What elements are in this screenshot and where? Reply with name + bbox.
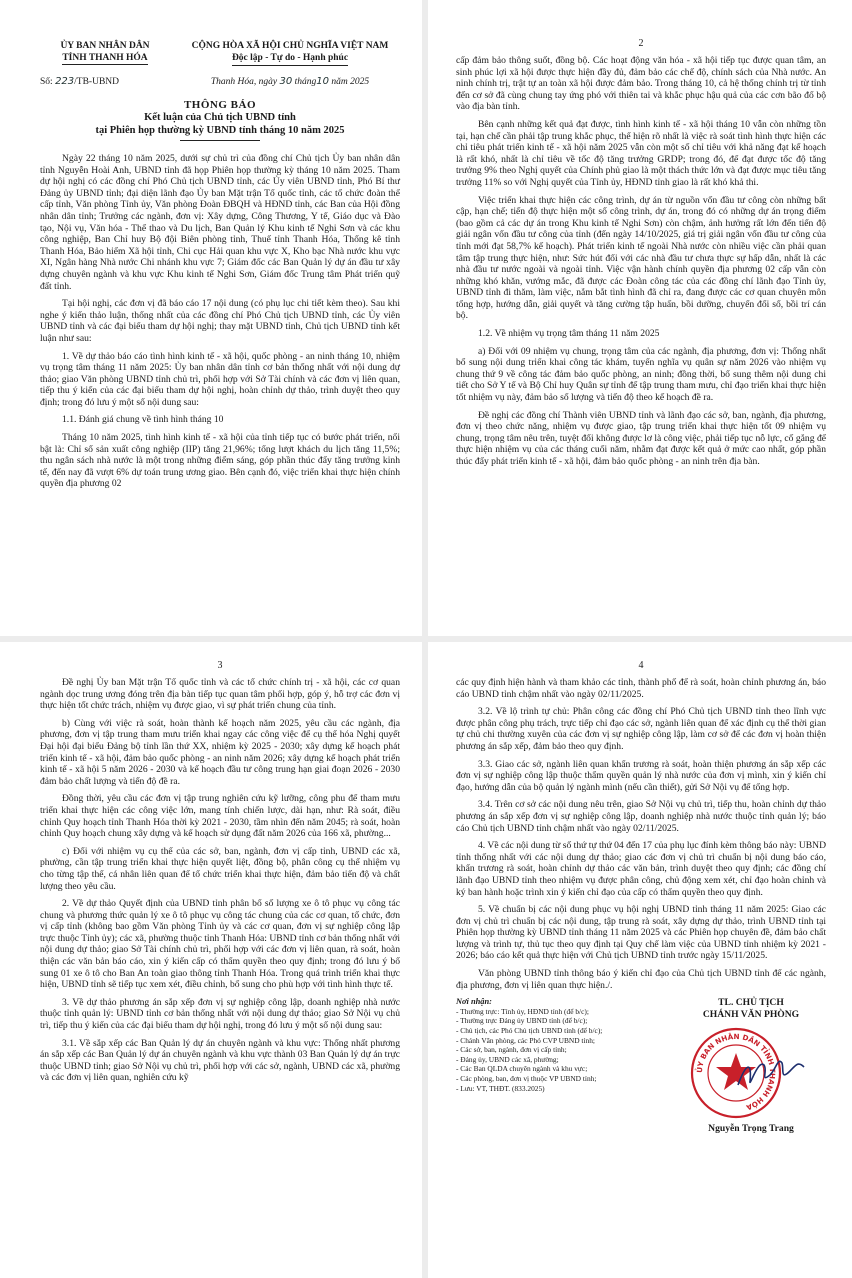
document-page-4 <box>428 642 852 1278</box>
paragraph: Đề nghị Ủy ban Mặt trận Tổ quốc tỉnh và các tổ chức chính trị - xã hội, các cơ quan ngành dọc trung ương đóng trên địa bàn tiếp tục quan tâm phối hợp, góp ý, hỗ trợ các đơn vị thực hiện tốt chức trách, nhiệm vụ được giao, vì sự phát triển chung của tỉnh. <box>40 677 400 712</box>
paragraph: 3.4. Trên cơ sở các nội dung nêu trên, giao Sở Nội vụ chủ trì, tiếp thu, hoàn chỉnh dự thảo phương án sắp xếp đơn vị sự nghiệp công lập, doanh nghiệp nhà nước thuộc tỉnh quản lý; báo cáo Chủ tịch UBND tỉnh chậm nhất vào ngày 02/11/2025. <box>456 799 826 834</box>
document-date <box>180 76 400 87</box>
section-heading: 1.2. Về nhiệm vụ trọng tâm tháng 11 năm 2025 <box>478 328 660 340</box>
recipient-item: - Các Ban QLDA chuyên ngành và khu vực; <box>456 1064 588 1074</box>
document-page-1 <box>0 0 422 636</box>
paragraph: 3.2. Về lộ trình tự chủ: Phân công các đồng chí Phó Chủ tịch UBND tỉnh theo lĩnh vực được phân công phụ trách, trực tiếp chỉ đạo các sở, ngành liên quan để xác định cụ thể thời gian tự chủ chi thường xuyên của các đơn vị sự nghiệp công lập, làm cơ sở để các đơn vị hoàn thiện phương án sắp xếp, đảm bảo theo quy định. <box>456 706 826 752</box>
paragraph: Ngày 22 tháng 10 năm 2025, dưới sự chủ trì của đồng chí Chủ tịch Ủy ban nhân dân tỉnh Nguyễn Hoài Anh, UBND tỉnh đã họp Phiên họp thường kỳ tháng 10 năm 2025. Tham dự hội nghị có các đồng chí Phó Chủ tịch UBND tỉnh, các Ủy viên UBND tỉnh, Phó Bí thư Đảng ủy UBND tỉnh; đại diện lãnh đạo Ủy ban Mặt trận Tổ quốc tỉnh, các tổ chức đoàn thể cấp tỉnh, Văn phòng Tỉnh ủy, Văn phòng Đoàn ĐBQH và HĐND tỉnh, các Ban của Hội đồng nhân dân tỉnh; Trưởng các ngành, đơn vị: Xây dựng, Công Thương, Y tế, Giáo dục và Đào tạo, Nội vụ, Văn hóa - Thể thao và Du lịch, Ban Quản lý Khu kinh tế Nghi Sơn và các khu công nghiệp, Ban Chỉ huy Bộ đội Biên phòng tỉnh, Thuế tỉnh Thanh Hóa, Thống kê tỉnh Thanh Hóa, Bảo hiểm Xã hội tỉnh, Chi cục Hải quan khu vực X, Kho bạc Nhà nước khu vực XI, Ngân hàng Nhà nước Chi nhánh khu vực 7; Giám đốc các Ban Quản lý dự án đầu tư xây dựng chuyên ngành và khu vực Khu kinh tế Nghi Sơn, Giám đốc Trung tâm Phát triển quỹ đất tỉnh. <box>40 153 400 292</box>
recipient-item: - Thường trực: Tỉnh ủy, HĐND tỉnh (để b/c); <box>456 1006 589 1016</box>
page-number: 2 <box>638 38 644 49</box>
paragraph: b) Cùng với việc rà soát, hoàn thành kế hoạch năm 2025, yêu cầu các ngành, địa phương, đơn vị tập trung tham mưu triển khai ngay các công việc để cụ thể hóa Nghị quyết Đại hội đại biểu Đảng bộ tỉnh lần thứ XX, nhiệm kỳ 2025 - 2030; xây dựng kế hoạch phát triển kinh tế - xã hội, đảm bảo quốc phòng - an ninh năm 2026; xây dựng kế hoạch phát triển kinh tế - xã hội 5 năm 2026 - 2030 và kế hoạch đầu tư công trung hạn giai đoạn 2026 - 2030 đảm bảo chất lượng và tiến độ đề ra. <box>40 717 400 787</box>
section-heading: 1.1. Đánh giá chung về tình hình tháng 10 <box>62 414 224 426</box>
number-date-line <box>40 76 400 87</box>
recipients-list <box>456 997 671 1134</box>
recipient-item: - Đảng ủy, UBND các xã, phường; <box>456 1054 559 1064</box>
agency-line-1: ỦY BAN NHÂN DÂN <box>60 41 150 51</box>
paragraph: Bên cạnh những kết quả đạt được, tình hình kinh tế - xã hội tháng 10 vẫn còn những tồn tại, hạn chế cần phải tập trung khắc phục, thể hiện rõ nhất là việc rà soát tình hình thực hiện các chỉ tiêu phát triển kinh tế - xã hội năm 2025 vẫn còn một số chỉ tiêu với khả năng đạt kế hoạch là rất khó, nhất là chỉ tiêu về tốc độ tăng trưởng GRDP; trong đó, để đạt được tốc độ tăng trưởng 9% theo Nghị quyết của Chính phủ giao là một thách thức lớn và đạt được mục tiêu tăng trưởng 11% so với Nghị quyết của Tỉnh ủy, HĐND tỉnh giao là rất khó khả thi. <box>456 118 826 188</box>
handwritten-number: 223 <box>55 76 75 87</box>
signer-name: Nguyễn Trọng Trang <box>708 1123 794 1135</box>
closing-block <box>456 997 826 1134</box>
agency-line-2: TỈNH THANH HÓA <box>62 53 148 63</box>
recipient-item: - Các phòng, ban, đơn vị thuộc VP UBND tỉnh; <box>456 1074 597 1083</box>
stamp-ring-text: ỦY BAN NHÂN DÂN TỈNH THANH HÓA <box>694 1032 778 1113</box>
motto: Độc lập - Tự do - Hạnh phúc <box>232 52 348 66</box>
date-month-label: tháng <box>294 77 317 87</box>
signature-block <box>676 997 826 1134</box>
document-header <box>40 40 400 66</box>
document-number <box>40 76 119 87</box>
paragraph: 3. Về dự thảo phương án sắp xếp đơn vị sự nghiệp công lập, doanh nghiệp nhà nước thuộc tỉnh quản lý: UBND tỉnh cơ bản thống nhất với nội dung dự thảo; giao Sở Nội vụ chủ trì, tiếp thu ý kiến của các đại biểu tham dự hội nghị, trong đó lưu ý một số nội dung sau: <box>40 996 400 1032</box>
paragraph: 1. Về dự thảo báo cáo tình hình kinh tế - xã hội, quốc phòng - an ninh tháng 10, nhiệm vụ trọng tâm tháng 11 năm 2025: Ủy ban nhân dân tỉnh cơ bản thống nhất với nội dung dự thảo; giao Văn phòng UBND tỉnh chủ trì, phối hợp với Sở Tài chính và các đơn vị liên quan, tiếp thu ý kiến của các đại biểu tham dự hội nghị, hoàn chỉnh dự thảo, trình duyệt theo quy định; trong đó lưu ý một số nội dung sau: <box>40 350 400 408</box>
paragraph: Đồng thời, yêu cầu các đơn vị tập trung nghiên cứu kỹ lưỡng, công phu để tham mưu triển khai thực hiện các công việc lớn, mang tính chiến lược, dài hạn, như: Rà soát, điều chỉnh Quy hoạch tỉnh Thanh Hóa thời kỳ 2021 - 2030, tầm nhìn đến năm 2045; rà soát, hoàn chỉnh Quy hoạch chung xây dựng và kế hoạch sử dụng đất năm 2026 của 166 xã, phường... <box>40 793 400 840</box>
paragraph: các quy định hiện hành và tham khảo các tỉnh, thành phố để rà soát, hoàn chỉnh phương án, báo cáo UBND tỉnh chậm nhất vào ngày 02/11/2025. <box>456 677 826 700</box>
number-prefix: Số: <box>40 77 53 87</box>
paragraph: cấp đảm bảo thông suốt, đồng bộ. Các hoạt động văn hóa - xã hội tiếp tục được quan tâm, an sinh phúc lợi xã hội được thực hiện đầy đủ, đảm bảo các chế độ, chính sách của Nhà nước. An ninh chính trị, trật tự an toàn xã hội được đảm bảo. Trong tháng 10, cả hệ thống chính trị từ tỉnh đến cơ sở đã cùng chung tay ứng phó với thiên tai và khắc phục hậu quả của các cơn bão đổ bộ vào địa bàn tỉnh. <box>456 55 826 113</box>
page-number: 4 <box>638 660 644 671</box>
document-page-2 <box>428 0 852 636</box>
issuing-agency <box>40 40 170 66</box>
document-subtitle-2: tại Phiên họp thường kỳ UBND tỉnh tháng 10 năm 2025 <box>95 125 345 136</box>
title-underline <box>180 140 260 141</box>
paragraph: 2. Về dự thảo Quyết định của UBND tỉnh phân bổ số lượng xe ô tô phục vụ công tác chung và phương thức quản lý xe ô tô phục vụ công tác chung của các cơ quan, tổ chức, đơn vị cấp tỉnh (không bao gồm Văn phòng Tỉnh ủy và các cơ quan, đơn vị sự nghiệp công lập trực thuộc Tỉnh ủy); các xã, phường thuộc tỉnh Thanh Hóa: UBND tỉnh cơ bản thống nhất với nội dung dự thảo; giao Sở Tài chính chủ trì, phối hợp với các đơn vị liên quan, rà soát, hoàn thiện các văn bản báo cáo, xin ý kiến cấp có thẩm quyền theo quy định; trong đó lưu ý bổ sung 01 xe ô tô cho Ban An toàn giao thông tỉnh Thanh Hóa. Trong quá trình triển khai thực hiện, UBND tỉnh sẽ tiếp tục xem xét, điều chỉnh, bổ sung cho phù hợp với tình hình thực tế. <box>40 898 400 991</box>
date-year: năm 2025 <box>331 77 370 87</box>
official-stamp-icon <box>686 1023 816 1123</box>
paragraph: 3.3. Giao các sở, ngành liên quan khẩn trương rà soát, hoàn thiện phương án sắp xếp các đơn vị sự nghiệp công lập thuộc thẩm quyền quản lý nhà nước của đơn vị mình, xin ý kiến chỉ đạo, hướng dẫn của bộ quản lý ngành mình (nếu cần thiết), gửi Sở Nội vụ để tổng hợp. <box>456 758 826 793</box>
sign-title-1: TL. CHỦ TỊCH <box>718 997 784 1009</box>
paragraph: 3.1. Về sắp xếp các Ban Quản lý dự án chuyên ngành và khu vực: Thống nhất phương án sắp xếp các Ban Quản lý dự án chuyên ngành và khu vực thành 03 Ban Quản lý dự án trực thuộc UBND tỉnh; giao Sở Nội vụ chủ trì, phối hợp với các sở, ngành, UBND các xã, phường và các đơn vị liên quan, nghiên cứu kỹ <box>40 1037 400 1084</box>
document-title: THÔNG BÁO <box>183 99 257 111</box>
recipient-item: - Các sở, ban, ngành, đơn vị cấp tỉnh; <box>456 1045 567 1055</box>
recipient-item: - Chánh Văn phòng, các Phó CVP UBND tỉnh; <box>456 1035 595 1045</box>
paragraph: 5. Về chuẩn bị các nội dung phục vụ hội nghị UBND tỉnh tháng 11 năm 2025: Giao các đơn vị chủ trì chuẩn bị các nội dung, tập trung rà soát, xây dựng dự thảo, trình UBND tỉnh tại Phiên họp thường kỳ UBND tỉnh tháng 11 năm 2025 và các Phiên họp chuyên đề, đảm bảo chất lượng và trình tự, thủ tục theo quy định tại Quy chế làm việc của UBND tỉnh nhiệm kỳ 2021 - 2026; báo cáo kết quả thực hiện với Chủ tịch UBND tỉnh trước ngày 15/11/2025. <box>456 904 826 962</box>
paragraph: a) Đối với 09 nhiệm vụ chung, trọng tâm của các ngành, địa phương, đơn vị: Thống nhất bổ sung nội dung triển khai công tác khám, tuyển nghĩa vụ quân sự năm 2026 vào nhiệm vụ chung thứ 9 về công tác đảm bảo quốc phòng, an ninh; đồng thời, bổ sung thêm nội dung chi tiết cho Sở Y tế và Bộ Chỉ huy Quân sự tỉnh để tập trung tham mưu, chỉ đạo triển khai thực hiện tốt nhiệm vụ này, đảm bảo số lượng và tiến độ theo kế hoạch đề ra. <box>456 345 826 404</box>
paragraph: Văn phòng UBND tỉnh thông báo ý kiến chỉ đạo của Chủ tịch UBND tỉnh để các ngành, địa phương, đơn vị liên quan thực hiện./. <box>456 968 826 991</box>
paragraph: c) Đối với nhiệm vụ cụ thể của các sở, ban, ngành, đơn vị cấp tỉnh, UBND các xã, phường, cần tập trung triển khai thực hiện quyết liệt, đồng bộ, phân công cụ thể nhiệm vụ cho từng tập thể, cá nhân liên quan để tổ chức triển khai thực hiện, đảm bảo tiến độ và chất lượng theo yêu cầu. <box>40 845 400 892</box>
recipient-item: - Lưu: VT, THĐT. (833.2025) <box>456 1083 545 1093</box>
recipients-label: Nơi nhận: <box>456 997 492 1007</box>
handwritten-day: 30 <box>279 76 293 87</box>
paragraph: Việc triển khai thực hiện các công trình, dự án từ nguồn vốn đầu tư công còn những bất cập, hạn chế; tiến độ thực hiện một số công trình, dự án, trong đó có những dự án trọng điểm (bao gồm cả các dự án trong Khu kinh tế Nghi Sơn) còn chậm, ảnh hưởng rất lớn đến tiến độ giải ngân vốn đầu tư công của tỉnh (đến ngày 14/10/2025, giá trị giải ngân vốn đầu tư công của tỉnh mới đạt 58,7% kế hoạch). Phát triển kinh tế ngoài Nhà nước còn nhiều việc cần phải quan tâm tập trung thực hiện, như: Sức hút đối với các nhà đầu tư chưa thực sự hấp dẫn, nhất là các nhà đầu tư nước ngoài và ngoài tỉnh. Việc vận hành chính quyền địa phương 02 cấp vẫn còn những khó khăn, vướng mắc, đã được các Đoàn công tác của các đồng chí lãnh đạo Tỉnh ủy, UBND tỉnh đi thăm, làm việc, nắm bắt tình hình đã chỉ ra, đang được các cơ quan chuyên môn tổng hợp, hướng dẫn, giải quyết và tăng cường tập huấn, bồi dưỡng, chuyển đổi số, bồi trí cán bộ. <box>456 194 826 322</box>
handwritten-month: 10 <box>316 76 329 87</box>
paragraph: Đề nghị các đồng chí Thành viên UBND tỉnh và lãnh đạo các sở, ban, ngành, địa phương, đơn vị theo chức năng, nhiệm vụ được giao, tập trung triển khai thực hiện tốt 09 nhiệm vụ chung, trọng tâm nêu trên, tuyệt đối không được lơ là công việc, phải tiếp tục nỗ lực, cố gắng để thực hiện nhiệm vụ của các tháng cuối năm, nhằm đạt được kết quả ở mức cao nhất, góp phần thúc đẩy phát triển kinh tế - xã hội, đảm bảo quốc phòng - an ninh trên địa bàn. <box>456 409 826 467</box>
document-page-3 <box>0 642 422 1278</box>
document-subtitle-1: Kết luận của Chủ tịch UBND tỉnh <box>144 112 296 123</box>
republic-name: CỘNG HÒA XÃ HỘI CHỦ NGHĨA VIỆT NAM <box>191 41 389 51</box>
date-prefix: Thanh Hóa, ngày <box>210 77 278 87</box>
sign-title-2: CHÁNH VĂN PHÒNG <box>702 1009 800 1021</box>
stamp-and-signature <box>676 1023 826 1123</box>
number-suffix: /TB-UBND <box>74 77 120 87</box>
title-block <box>40 99 400 141</box>
paragraph: Tại hội nghị, các đơn vị đã báo cáo 17 nội dung (có phụ lục chi tiết kèm theo). Sau khi nghe ý kiến thảo luận, thống nhất của các đồng chí Phó Chủ tịch UBND tỉnh, các Ủy viên UBND tỉnh và các đại biểu tham dự hội nghị; thay mặt UBND tỉnh, Chủ tịch UBND tỉnh kết luận như sau: <box>40 298 400 344</box>
paragraph: Tháng 10 năm 2025, tình hình kinh tế - xã hội của tỉnh tiếp tục có bước phát triển, nổi bật là: Chỉ số sản xuất công nghiệp (IIP) tăng 21,96%; tổng lượt khách du lịch tăng 11,5%; thu ngân sách nhà nước là một trong những điểm sáng, góp phần thúc đẩy tăng trưởng kinh tế, đến nay đã vượt 6% dự toán trung ương giao. Bên cạnh đó, việc triển khai thực hiện chính quyền địa phương 02 <box>40 432 400 490</box>
recipient-item: - Thường trực Đảng ủy UBND tỉnh (để b/c); <box>456 1016 588 1026</box>
page-number: 3 <box>217 660 223 671</box>
paragraph: 4. Về các nội dung từ số thứ tự thứ 04 đến 17 của phụ lục đính kèm thông báo này: UBND tỉnh thống nhất với các nội dung dự thảo; giao các đơn vị chủ trì chuẩn bị nội dung báo cáo, khẩn trương rà soát, hoàn chỉnh dự thảo các văn bản, trình duyệt theo quy định; các đồng chí lãnh đạo UBND tỉnh theo nhiệm vụ được phân công, chủ động xem xét, chỉ đạo hoàn chỉnh và ký ban hành hoặc trình xin ý kiến chỉ đạo của cấp có thẩm quyền theo quy định. <box>456 840 826 898</box>
national-motto-block <box>180 40 400 66</box>
recipient-item: - Chủ tịch, các Phó Chủ tịch UBND tỉnh (để b/c); <box>456 1026 603 1036</box>
